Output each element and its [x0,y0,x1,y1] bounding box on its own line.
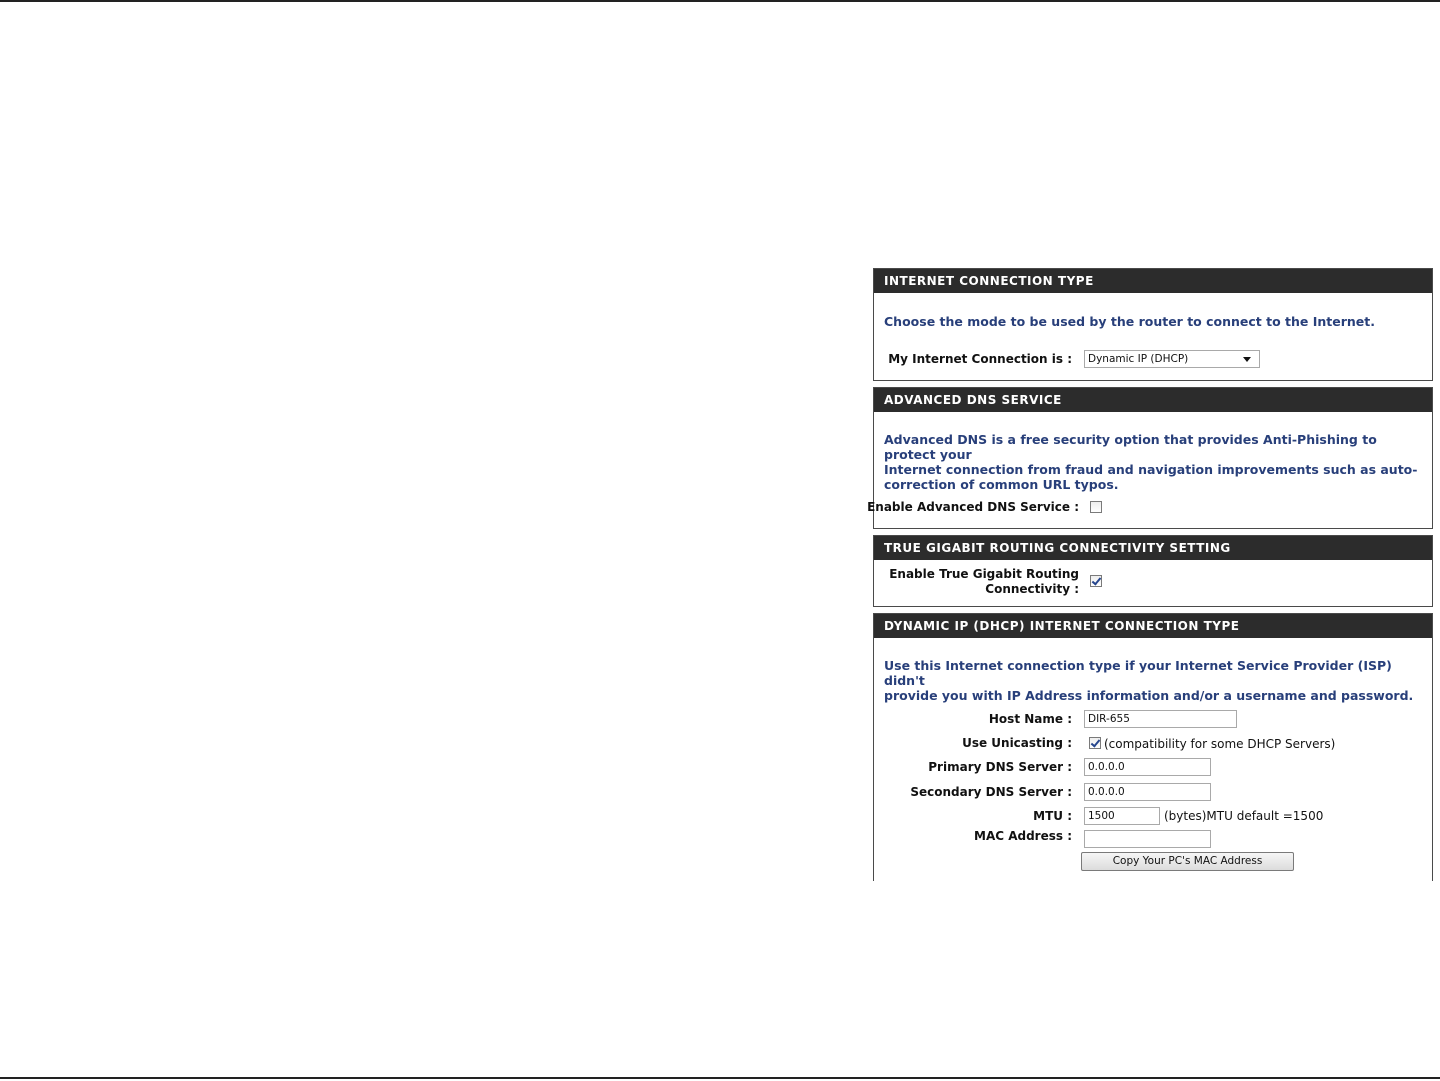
chevron-down-icon [1243,357,1251,362]
internet-connection-type-panel [873,268,1433,381]
copy-mac-address-button[interactable]: Copy Your PC's MAC Address [1081,852,1294,871]
advanced-dns-description-line2: Internet connection from fraud and navigation improvements such as auto- [884,462,1418,477]
primary-dns-label: Primary DNS Server : [928,760,1072,774]
enable-advanced-dns-label: Enable Advanced DNS Service : [867,500,1079,514]
dhcp-description-line1: Use this Internet connection type if your Internet Service Provider (ISP) didn't [884,658,1392,688]
mtu-input[interactable]: 1500 [1084,807,1160,825]
advanced-dns-panel [867,387,1433,529]
enable-advanced-dns-checkbox[interactable] [1090,501,1102,513]
mtu-label: MTU : [1033,809,1072,823]
host-name-input[interactable]: DIR-655 [1084,710,1237,728]
dhcp-description [884,658,1432,703]
connection-type-label: My Internet Connection is : [888,352,1072,366]
advanced-dns-description-line1: Advanced DNS is a free security option that provides Anti-Phishing to protect your [884,432,1377,462]
top-rule [0,0,1440,2]
use-unicasting-note: (compatibility for some DHCP Servers) [1104,737,1336,751]
primary-dns-input[interactable]: 0.0.0.0 [1084,758,1211,776]
connection-type-select-value: Dynamic IP (DHCP) [1088,353,1189,365]
true-gigabit-panel [873,535,1433,607]
enable-true-gigabit-label-line1: Enable True Gigabit Routing [889,567,1079,581]
internet-connection-type-header: INTERNET CONNECTION TYPE [874,269,1432,293]
use-unicasting-label: Use Unicasting : [962,736,1072,750]
bottom-rule [0,1077,1440,1079]
mac-address-input[interactable] [1084,830,1211,848]
host-name-label: Host Name : [988,712,1072,726]
enable-true-gigabit-label [889,567,1079,597]
secondary-dns-input[interactable]: 0.0.0.0 [1084,783,1211,801]
true-gigabit-header: TRUE GIGABIT ROUTING CONNECTIVITY SETTING [874,536,1432,560]
dhcp-header: DYNAMIC IP (DHCP) INTERNET CONNECTION TYPE [874,614,1432,638]
use-unicasting-checkbox[interactable] [1089,737,1101,749]
secondary-dns-label: Secondary DNS Server : [910,785,1072,799]
internet-connection-type-description: Choose the mode to be used by the router to connect to the Internet. [884,314,1376,329]
advanced-dns-description-line3: correction of common URL typos. [884,477,1119,492]
connection-type-select[interactable] [1084,350,1260,368]
advanced-dns-description [884,432,1432,492]
enable-true-gigabit-checkbox[interactable] [1090,575,1102,587]
enable-true-gigabit-label-line2: Connectivity : [985,582,1079,596]
dhcp-panel [873,613,1433,881]
mtu-note: (bytes)MTU default =1500 [1164,809,1324,823]
mac-address-label: MAC Address : [974,829,1072,843]
dhcp-description-line2: provide you with IP Address information and/or a username and password. [884,688,1414,703]
advanced-dns-header: ADVANCED DNS SERVICE [874,388,1432,412]
